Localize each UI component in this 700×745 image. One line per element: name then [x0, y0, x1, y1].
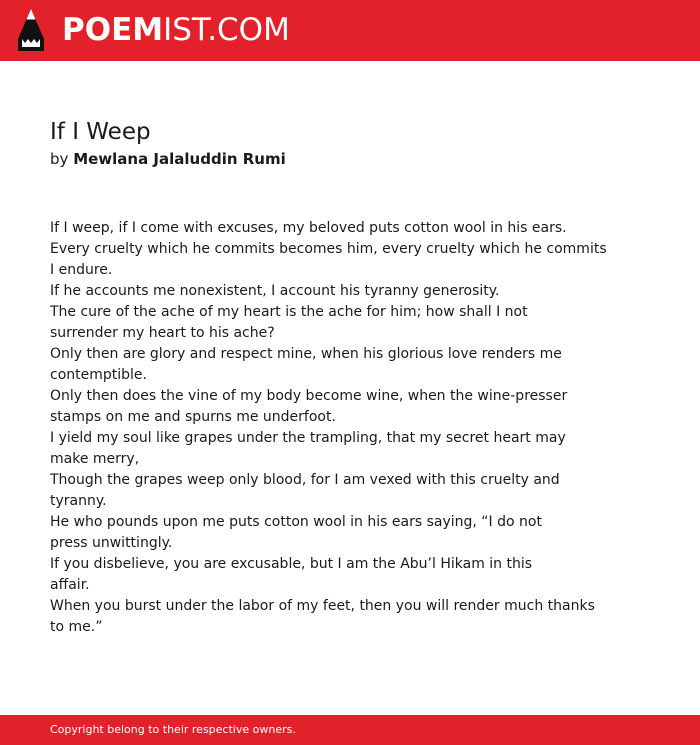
logo-text-bold: POEM [62, 12, 164, 48]
pencil-icon [18, 9, 44, 51]
poem-line: tyranny. [50, 493, 107, 509]
poem-line: stamps on me and spurns me underfoot. [50, 409, 336, 425]
poem-line: Though the grapes weep only blood, for I am vexed with this cruelty and [50, 472, 560, 488]
poem-line: Only then does the vine of my body become wine, when the wine-presser [50, 388, 568, 404]
poem-line: make merry, [50, 451, 140, 467]
poem-line: The cure of the ache of my heart is the ache for him; how shall I not [50, 304, 528, 320]
poem-line: If I weep, if I come with excuses, my beloved puts cotton wool in his ears. [50, 220, 567, 236]
poem-line: I yield my soul like grapes under the trampling, that my secret heart may [50, 430, 566, 446]
logo-text-light: IST.COM [163, 12, 290, 48]
poem-line: contemptible. [50, 367, 147, 383]
poem-body [50, 218, 650, 638]
poem-line: Every cruelty which he commits becomes him, every cruelty which he commits [50, 241, 607, 257]
poem-line: to me.” [50, 619, 103, 635]
site-footer [0, 715, 700, 745]
site-header [0, 0, 700, 61]
site-logo[interactable] [62, 12, 290, 48]
poem-title: If I Weep [50, 119, 151, 145]
poem-line: press unwittingly. [50, 535, 173, 551]
poem-line: If you disbelieve, you are excusable, but I am the Abu’l Hikam in this [50, 556, 533, 572]
poem-line: I endure. [50, 262, 113, 278]
poem-line: surrender my heart to his ache? [50, 325, 275, 341]
poem-line: affair. [50, 577, 90, 593]
poem-line: Only then are glory and respect mine, when his glorious love renders me [50, 346, 562, 362]
poem-line: If he accounts me nonexistent, I account his tyranny generosity. [50, 283, 500, 299]
byline [50, 149, 286, 169]
poem-line: He who pounds upon me puts cotton wool in his ears saying, “I do not [50, 514, 542, 530]
by-label: by [50, 150, 69, 168]
copyright-notice: Copyright belong to their respective owners. [50, 723, 296, 736]
poem-line: When you burst under the labor of my feet, then you will render much thanks [50, 598, 595, 614]
author-name: Mewlana Jalaluddin Rumi [73, 150, 286, 168]
